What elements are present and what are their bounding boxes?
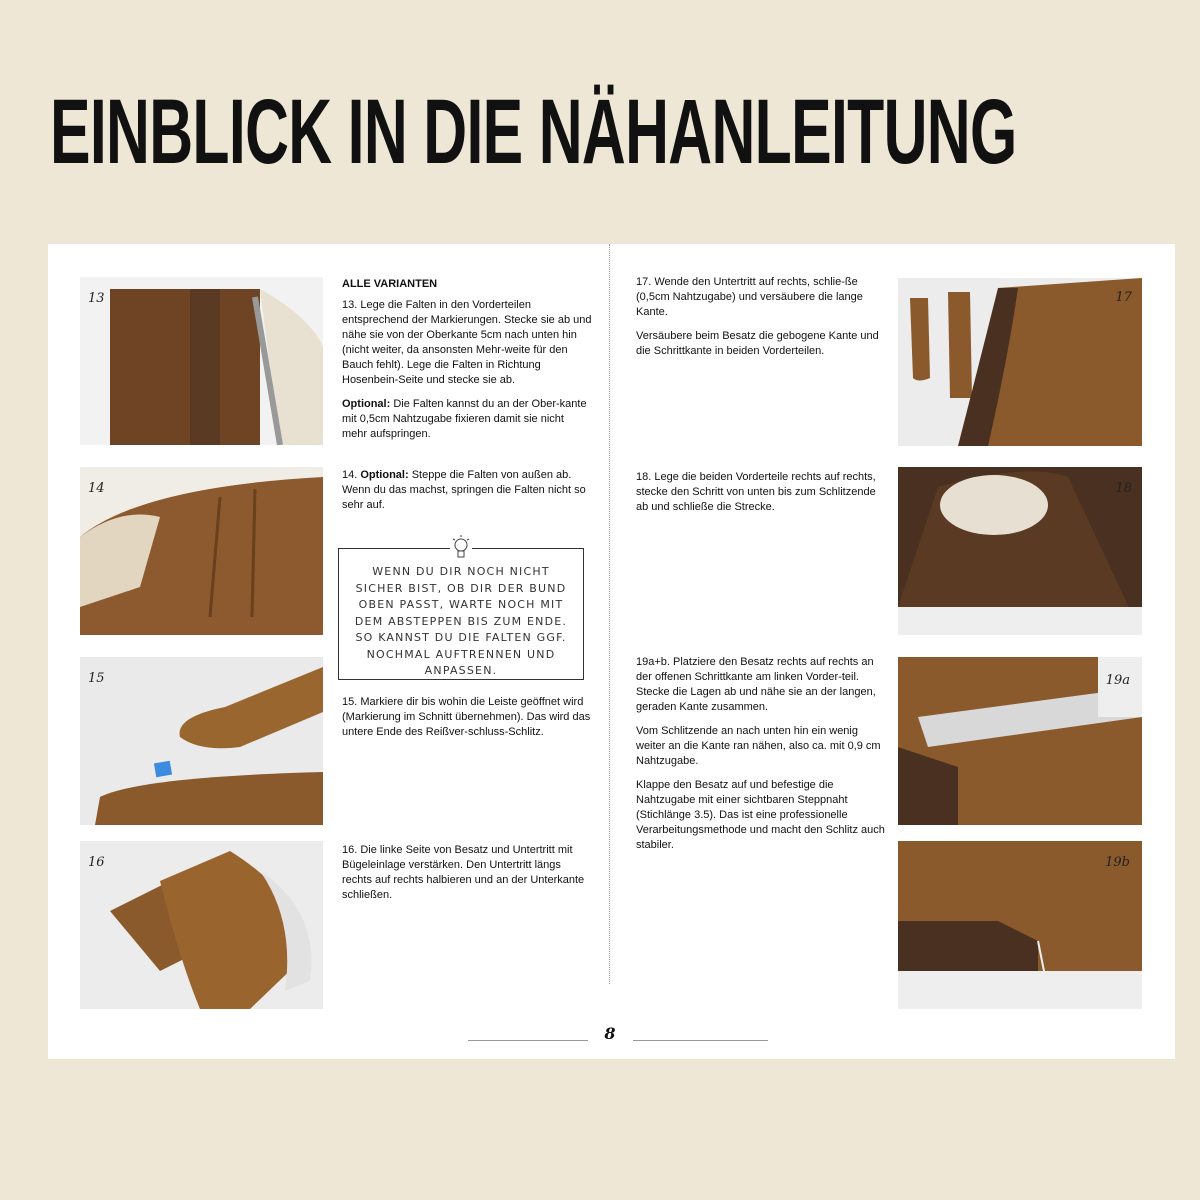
instruction-step-13: 13. Lege die Falten in den Vorderteilen entsprechend der Markierungen. Stecke sie ab und nähe sie von der Oberkante 5cm nach unten hin (nicht weiter, da ansonsten Mehr-weite für den Bauch fehlt). Lege die Falten in Richtung Hosenbein-Seite und stecke sie ab. (342, 299, 592, 386)
fabric-marking-illustration (80, 657, 323, 825)
text-step-14 (342, 468, 592, 522)
photo-number: 17 (1115, 290, 1132, 305)
text-step-18 (636, 470, 886, 524)
photo-step-13 (80, 277, 323, 445)
photo-step-19a (898, 657, 1142, 825)
fabric-crotch-seam-illustration (898, 467, 1142, 635)
photo-step-18 (898, 467, 1142, 635)
text-step-13 (342, 277, 592, 451)
tip-text: WENN DU DIR NOCH NICHT SICHER BIST, OB DIR DER BUND OBEN PASST, WARTE NOCH MIT DEM ABSTEPPEN BIS ZUM ENDE. SO KANNST DU DIE FALTEN GGF. NOCHMAL AUFTRENNEN UND ANPASSEN. (354, 565, 568, 678)
photo-number: 16 (88, 855, 105, 870)
footer-line-right (633, 1040, 768, 1041)
optional-label: Optional: (360, 469, 409, 481)
photo-step-15 (80, 657, 323, 825)
instruction-step-19c: Klappe den Besatz auf und befestige die Nahtzugabe mit einer sichtbaren Steppnaht (Stichlänge 3.5). Das ist eine professionelle Verarbeitungsmethode und macht den Schlitz auch stabiler. (636, 779, 885, 851)
instruction-step-15: 15. Markiere dir bis wohin die Leiste geöffnet wird (Markierung im Schnitt übernehmen). Das wird das untere Ende des Reißver-schluss-Schlitz. (342, 696, 591, 738)
footer-line-left (468, 1040, 588, 1041)
instruction-step-18: 18. Lege die beiden Vorderteile rechts auf rechts, stecke den Schritt von unten bis zum Schlitzende ab und schließe die Strecke. (636, 471, 876, 513)
instruction-step-13-optional (342, 397, 592, 442)
section-heading: ALLE VARIANTEN (342, 278, 438, 290)
text-step-15 (342, 695, 592, 749)
photo-number: 13 (88, 291, 105, 306)
instruction-step-14 (342, 468, 592, 513)
step-number: 14. (342, 469, 361, 481)
instruction-step-17: 17. Wende den Untertritt auf rechts, schlie-ße (0,5cm Nahtzugabe) und versäubere die lange Kante. (636, 276, 863, 318)
photo-step-19b (898, 841, 1142, 1009)
text-step-16 (342, 843, 592, 912)
instruction-step-16: 16. Die linke Seite von Besatz und Untertritt mit Bügeleinlage verstärken. Den Untertritt längs rechts auf rechts halbieren und an der Unterkante schließen. (342, 844, 585, 901)
booklet-spread (48, 244, 1175, 1059)
fabric-interfacing-illustration (80, 841, 323, 1009)
instruction-step-19a: 19a+b. Platziere den Besatz rechts auf rechts an der offenen Schrittkante am linken Vorder-teil. Stecke die Lagen ab und nähe sie an der langen, geraden Kante zusammen. (636, 656, 876, 713)
fabric-pleats-illustration (80, 277, 323, 445)
photo-number: 14 (88, 481, 105, 496)
photo-step-14 (80, 467, 323, 635)
photo-number: 19a (1105, 673, 1130, 688)
page-number: 8 (604, 1024, 616, 1043)
instruction-step-17b: Versäubere beim Besatz die gebogene Kante und die Schrittkante in beiden Vorderteilen. (636, 330, 879, 357)
instruction-step-19b: Vom Schlitzende an nach unten hin ein wenig weiter an die Kante ran nähen, also ca. mit 0,9 cm Nahtzugabe. (636, 725, 881, 767)
text-step-17 (636, 275, 886, 368)
photo-step-17 (898, 278, 1142, 446)
fabric-topstitched-pleats (80, 467, 323, 635)
tip-box (338, 548, 584, 680)
page-headline: EINBLICK IN DIE NÄHANLEITUNG (50, 81, 1017, 183)
step-text: Steppe die Falten von außen ab. Wenn du das machst, springen die Falten nicht so sehr auf. (342, 469, 586, 511)
text-step-19 (636, 655, 886, 862)
photo-number: 19b (1105, 855, 1130, 870)
page-divider (609, 244, 610, 984)
optional-text: Die Falten kannst du an der Ober-kante mit 0,5cm Nahtzugabe fixieren damit sie nicht mehr aufspringen. (342, 398, 587, 440)
fabric-facing-illustration (898, 278, 1142, 446)
optional-label: Optional: (342, 398, 391, 410)
photo-step-16 (80, 841, 323, 1009)
photo-number: 15 (88, 671, 105, 686)
photo-number: 18 (1115, 481, 1132, 496)
lightbulb-icon (450, 534, 472, 564)
